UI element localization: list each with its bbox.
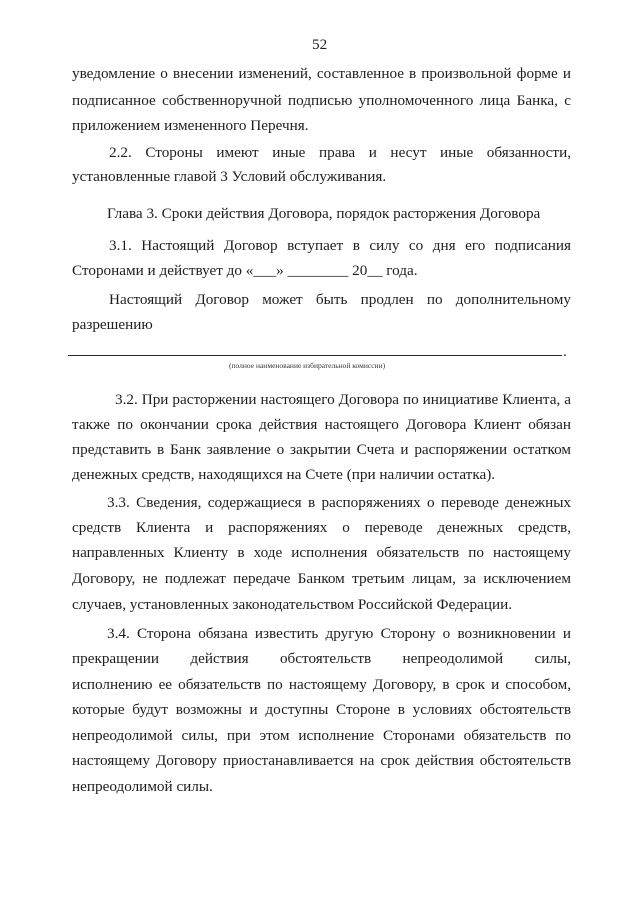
paragraph-line: 3.3. Сведения, содержащиеся в распоряжениях о переводе денежных [107, 494, 571, 511]
paragraph-line: Настоящий Договор может быть продлен по дополнительному [109, 291, 571, 308]
chapter-heading: Глава 3. Сроки действия Договора, порядок расторжения Договора [107, 205, 541, 222]
paragraph-line: уведомление о внесении изменений, составленное в произвольной форме и [72, 65, 571, 82]
paragraph-line: средств Клиента и распоряжениях о переводе денежных средств, [72, 519, 571, 536]
paragraph-line: Договору, не подлежат передаче Банком третьим лицам, за исключением [72, 570, 571, 587]
paragraph-line: направленных Клиенту в ходе исполнения обязательств по настоящему [72, 544, 571, 561]
paragraph-line: подписанное собственноручной подписью уполномоченного лица Банка, с [72, 92, 571, 109]
paragraph-line: 3.2. При расторжении настоящего Договора по инициативе Клиента, а [115, 391, 571, 408]
paragraph-line: исполнению ее обязательств по настоящему Договору, в срок и способом, [72, 676, 571, 693]
paragraph-line: 3.4. Сторона обязана известить другую Сторону о возникновении и [107, 625, 571, 642]
paragraph-line: разрешению [72, 316, 153, 333]
paragraph-line: прекращении действия обстоятельств непреодолимой силы, [72, 650, 571, 667]
paragraph-line: приложением измененного Перечня. [72, 117, 309, 134]
paragraph-line: Сторонами и действует до «___» ________ 20__ года. [72, 262, 418, 279]
paragraph-line: установленные главой 3 Условий обслуживания. [72, 168, 387, 185]
fill-in-line-end: . [563, 343, 567, 360]
paragraph-line: непреодолимой силы, при этом исполнение Сторонами обязательств по [72, 727, 571, 744]
paragraph-line: 2.2. Стороны имеют иные права и несут иные обязанности, [109, 144, 571, 161]
paragraph-line: которые будут возможны и доступны Стороне в условиях обстоятельств [72, 701, 571, 718]
paragraph-line: случаев, установленных законодательством Российской Федерации. [72, 596, 513, 613]
paragraph-line: настоящему Договору приостанавливается на срок действия обстоятельств [72, 752, 571, 769]
paragraph-line: непреодолимой силы. [72, 778, 213, 795]
fill-in-line [68, 355, 562, 356]
paragraph-line: также по окончании срока действия настоящего Договора Клиент обязан [72, 416, 571, 433]
page-number: 52 [312, 36, 328, 53]
paragraph-line: денежных средств, находящихся на Счете (при наличии остатка). [72, 466, 496, 483]
paragraph-line: представить в Банк заявление о закрытии Счета и распоряжении остатком [72, 441, 571, 458]
paragraph-line: 3.1. Настоящий Договор вступает в силу со дня его подписания [109, 237, 571, 254]
fill-in-caption: (полное наименование избирательной комиссии) [229, 361, 386, 370]
